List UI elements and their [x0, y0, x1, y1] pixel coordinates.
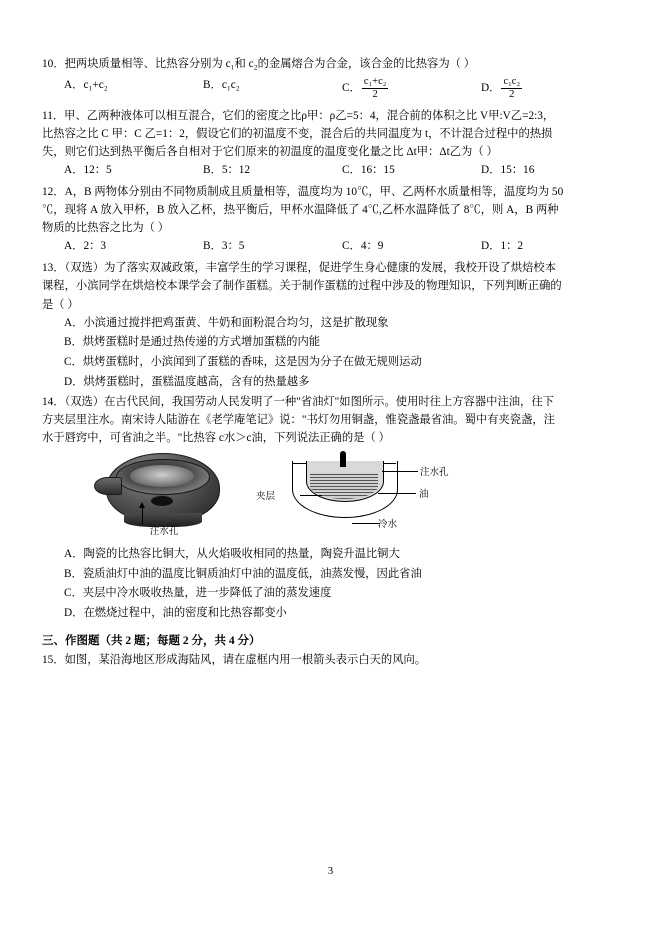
choice-a[interactable]: A．小滨通过搅拌把鸡蛋黄、牛奶和面粉混合均匀，这是扩散现象	[64, 316, 389, 329]
water-hole-shape	[150, 495, 174, 507]
question-13-line2: 课程，小滨同学在烘焙校本课学会了制作蛋糕。关于制作蛋糕的过程中涉及的物理知识，下列判断正确的	[42, 280, 562, 293]
option-b[interactable]: B．3：5	[203, 240, 245, 253]
section-title: 三、作图题（共 2 题；每题 2 分，共 4 分）	[42, 634, 261, 647]
option-a[interactable]: A．12：5	[64, 163, 112, 176]
choice-c[interactable]: C．烘烤蛋糕时，小滨闻到了蛋糕的香味，这是因为分子在做无规则运动	[64, 356, 422, 369]
choice-d[interactable]: D．在燃烧过程中，油的密度和比热容都变小	[64, 607, 287, 620]
question-12-options	[42, 237, 620, 256]
leader-lengshui	[352, 523, 380, 524]
leader-jiaceng	[300, 495, 322, 496]
label-interlayer: 夹层	[256, 491, 276, 502]
question-12-line3: 物质的比热容之比为（ ）	[42, 222, 170, 235]
choice-d[interactable]: D．烘烤蛋糕时，蛋糕温度越高，含有的热量越多	[64, 375, 310, 388]
option-c-denominator: 2	[372, 88, 378, 100]
option-c-numerator: c₁+c₂	[362, 76, 389, 89]
lamp-inner-shape	[130, 465, 194, 487]
option-c[interactable]: C．4：9	[342, 240, 384, 253]
option-a[interactable]: A．c₁+c₂	[64, 78, 108, 91]
question-14-line2: 方夹层里注水。南宋诗人陆游在《老学庵笔记》说："书灯勿用铜盏，惟瓷盏最省油。蜀中有夹瓷盏，注	[42, 413, 555, 426]
question-13-line1: 13．（双选）为了落实双减政策，丰富学生的学习课程，促进学生身心健康的发展，我校开设了烘焙校本	[42, 262, 557, 275]
question-11-line2: 比热容之比 C 甲：C 乙=1：2，假设它们的初温度不变，混合后的共同温度为 t，不计混合过程中的热损	[42, 127, 553, 140]
choice-b[interactable]: B．瓷质油灯中油的温度比铜质油灯中油的温度低，油蒸发慢，因此省油	[64, 567, 422, 580]
leader-you	[378, 493, 416, 494]
question-12-line2: ℃，现将 A 放入甲杯，B 放入乙杯，热平衡后，甲杯水温降低了 4℃,乙杯水温降低了 8℃，则 A，B 两种	[42, 204, 559, 217]
lamp-spout-shape	[94, 477, 122, 495]
option-d-numerator: c₁c₂	[501, 76, 522, 89]
label-oil: 油	[419, 489, 429, 500]
question-14-figures	[42, 451, 620, 543]
label-water-hole: 注水孔	[420, 467, 449, 478]
question-10-options	[42, 76, 620, 101]
option-c[interactable]: C． $\frac{\text{c₁+c₂}}{2}$	[342, 75, 387, 100]
question-11-options	[42, 161, 620, 180]
option-d[interactable]: D．1：2	[481, 240, 524, 253]
question-12-line1: 12．A，B 两物体分别由不同物质制成且质量相等，温度均为 10℃，甲、乙两杯水质量相等，温度均为 50	[42, 186, 564, 199]
option-d[interactable]: D．15：16	[481, 163, 535, 176]
lamp-wick	[340, 451, 346, 467]
question-11-line1: 11．甲、乙两种液体可以相互混合，它们的密度之比ρ甲：ρ乙=5：4，混合前的体积之比 V甲:V乙=2:3，	[42, 109, 555, 122]
oil-lamp-cross-section	[256, 451, 466, 543]
choice-a[interactable]: A．陶瓷的比热容比铜大，从火焰吸收相同的热量，陶瓷升温比铜大	[64, 547, 400, 560]
question-14-choices	[42, 545, 620, 624]
option-b[interactable]: B．c₁c₂	[203, 78, 240, 91]
question-13-line3: 是（ ）	[42, 298, 79, 311]
option-d[interactable]: D． $\frac{\text{c₁c₂}}{2}$	[481, 75, 521, 100]
question-15-text: 15．如图，某沿海地区形成海陆风，请在虚框内用一根箭头表示白天的风向。	[42, 653, 427, 666]
page-number: 3	[327, 866, 334, 877]
option-b[interactable]: B．5：12	[203, 163, 251, 176]
question-10-text: 10．把两块质量相等、比热容分别为 c₁和 c₂的金属熔合为合金，该合金的比热容为（ ）	[42, 58, 476, 70]
leader-zhushuikong	[382, 471, 418, 472]
option-d-denominator: 2	[509, 88, 515, 100]
question-14-line3: 水于唇窍中，可省油之半。"比热容 c水＞c油，下列说法正确的是（ ）	[42, 431, 390, 444]
question-13-choices	[42, 314, 620, 393]
label-cold-water: 冷水	[378, 519, 398, 530]
oil-lamp-photo	[90, 451, 238, 543]
question-11-line3: 失，则它们达到热平衡后各自相对于它们原来的初温度的温度变化量之比 Δt甲：Δt乙为（ ）	[42, 145, 498, 158]
question-14-line1: 14．（双选）在古代民间，我国劳动人民发明了一种"省油灯"如图所示。使用时往上方容器中注油，往下	[42, 395, 554, 408]
option-c[interactable]: C．16：15	[342, 163, 395, 176]
choice-c[interactable]: C．夹层中冷水吸收热量，进一步降低了油的蒸发速度	[64, 587, 332, 600]
figure1-caption: 注水孔	[149, 526, 179, 537]
option-a[interactable]: A．2：3	[64, 240, 107, 253]
page-content	[42, 56, 620, 669]
choice-b[interactable]: B．烘烤蛋糕时是通过热传递的方式增加蛋糕的内能	[64, 336, 321, 349]
